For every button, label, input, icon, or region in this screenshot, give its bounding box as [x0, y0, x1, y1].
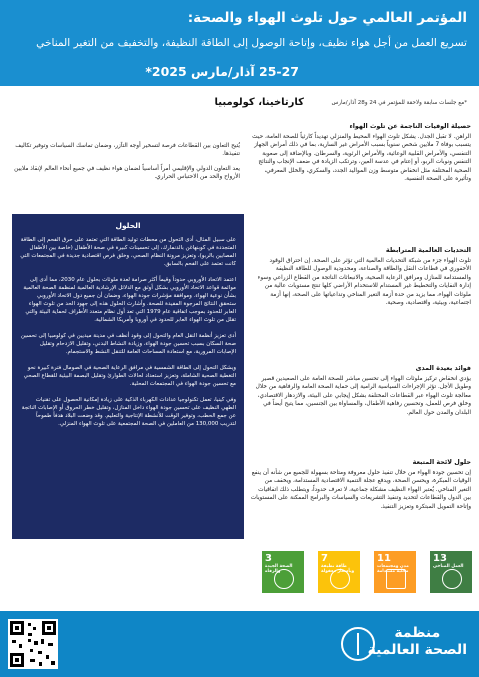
qr-code-pattern: [8, 619, 58, 669]
sdg-number: 11: [377, 553, 391, 564]
header-banner: [0, 0, 479, 86]
intro-paragraph: يعد التعاون الدولي والإقليمي أمراً أساسياً لضمان هواء نظيف في جميع أنحاء العالم لإنقاذ ملايين الأرواح والحد من الاحتباس الحراري.: [14, 165, 240, 181]
sdg-label: مدن ومجتمعات محلية مستدامة: [377, 564, 409, 574]
intro-paragraph: يُتيح التعاون بين القطاعات فرصة لتسخير أوجه التآزر، وضمان تماسك السياسات وتوفير تكاليف تنفيذها.: [15, 143, 240, 158]
eye-globe-icon: [442, 569, 462, 589]
sdg-number: 3: [265, 553, 272, 564]
sdg-icons: [262, 551, 472, 597]
city-buildings-icon: [386, 569, 406, 589]
section-heading: فوائد بعيدة المدى: [415, 364, 471, 372]
solutions-paragraph: على سبيل المثال، أدى التحول من محطات توليد الطاقة التي تعتمد على حرق الفحم إلى الطاقة المتجددة في كوبنهاغن بالدنمارك، إلى تحسينات كبيرة في صحة الأطفال (خاصة بين الأطفال المصابين بالربو)، وتعزيز مرونة النظام الصحي، وخلق فرص اقتصادية جديدة في المجتمعات التي كانت تعتمد على الفحم بالسابق.: [20, 237, 236, 267]
page-title: المؤتمر العالمي حول تلوث الهواء والصحة:: [187, 10, 467, 26]
conference-location: كارتاخينا، كولومبيا: [214, 97, 304, 108]
page-subtitle: تسريع العمل من أجل هواء نظيف، وإتاحة الوصول إلى الطاقة النظيفة، والتخفيف من التغير المناخي: [36, 37, 467, 49]
section-text: إن تحسين جودة الهواء من خلال تنفيذ حلول معروفة ومتاحة بسهولة للجميع من شأنه أن ينفع الوقيات المبكرة، ويحسن الصحة، ويدفع عجلة التنمية الاقتصادية المستدامة، ويخفف من التغير المناخي. يُعتبر الهواء النظيف مشكلة جماعية، لا تعرف حدوداً، ويتطلب ذلك اتفاقيات بين الدول والقطاعات لتحديد وتنفيذ التشريعات والسياسات والبرامج الممكنة على المستويات وإتاحة التمويل المبتكرة وتعزيز التنفيذ.: [250, 470, 471, 510]
section-solutions-text: [250, 458, 471, 511]
org-name-line1: منظمة: [394, 625, 441, 641]
solutions-paragraph: أدى تعزيز أنظمة النقل العام والتحول إلى وقود أنظف في مدينة ميديين في كولومبيا إلى تحسين صحة السكان بسبب تحسين جودة الهواء، وزيادة النشاط البدني، وتقليل الازدحام وتقليل الإصابات المرورية، مع استعادة المساحات العامة للتنقل النشط والاستجمام.: [20, 333, 236, 355]
section-challenges: [250, 246, 471, 307]
org-name-line2: الصحة العالمية: [367, 642, 467, 658]
sdg-icon: [430, 551, 472, 593]
conference-dates: 25-27 آذار/مارس 2025*: [145, 64, 299, 79]
section-heading: حلول لائحة المتبعة: [412, 458, 471, 466]
section-text: تلوث الهواء جزء من شبكة التحديات العالمية التي تؤثر على الصحة. إن احتراق الوقود الأحفوري في قطاعات النقل والطاقة والصناعة، ومحدودية الوصول للطاقة النظيفة والمستدامة للمنازل ومرافق الرعاية الصحية، والانبعاثات الناتجة من القطاع الزراعي وسوء إدارة النفايات والتخطيط غير المستدام للاستخدام الأراضي كلها تنتج مستويات عالية من ملوثات الهواء، مما يزيد من حدة أزمة التغير المناخي وتداعياتها على الصحة، إنها أزمة اجتماعية، وبيئية، واقتصادية، وصحية.: [257, 258, 471, 307]
sun-power-icon: [330, 569, 350, 589]
section-deaths: [250, 122, 471, 183]
sdg-number: 13: [433, 553, 447, 564]
solutions-box: [12, 214, 244, 539]
sdg-label: طاقة نظيفة وبأسعار معقولة: [321, 564, 355, 574]
section-benefits: [250, 364, 471, 417]
solutions-paragraph: وفي كينيا، تعمل تكنولوجيا عدادات الكهرباء الذكية على زيادة إمكانية الحصول على تقنيات الطهي النظيف على تحسين جودة الهواء داخل المنازل، وتقليل خطر الحروق أو الإصابات الناتجة عن جمع الحطب، وتوفير الوقت للأنشطة الإنتاجية والتعليم. وقد وضعت البلاد هدفاً طموحاً لتدريب 130,000 من العاملين في الصحة المجتمعية على تلوث الهواء المنزلي.: [21, 397, 236, 427]
sdg-icon: [262, 551, 304, 593]
section-text: الراهن. لا تقبل الجدل. يشكل تلوث الهواء المحيط والمنزلي تهديداً كارثياً للصحة العامة، حيث يتسبب بوفاة 7 ملايين شخص سنوياً بسبب الأمراض غير السارية، بما في ذلك أمراض الجهاز التنفسي، والأمراض القلبية الوعائية، والأمراض الرئوية، والسرطان. وبالإضافة إلى صعوبة التنفس ونوبات الربو، أو إعتام في عدسة العين، وترتكب الزيادة في ضعف الإنجاب والنتائج الصحية المختلفة مثل انخفاض متوسط وزن المواليد الجدد، والسكري، والخلل المعرفي، وتأثيره على الصحة النفسية.: [252, 134, 471, 183]
solutions-paragraph: اعتمد الاتحاد الأوروبي حدوداً وقيماً أكثر صرامة لعدة ملوثات بحلول عام 2030، مما أدى إلى موائمة قواعد الاتحاد الأوروبي بشكل أوثق مع الدلائل الإرشادية العالمية لمنظمة الصحة العالمية بشأن نوعية الهواء. وموافقة مؤشرات جودة الهواء، وضمان أن جميع دول الاتحاد الأوروبي ستحقق النتائج المرجوة المفيدة للصحة. وأشارت الحلول هذه إلى جهود الحد من تلوث الهواء العابر للحدود بموجب اتفاقية عام 1979 التي تعد أول نظام متعدد الأطراف لحماية البيئة والتي تقلل من تلوث الهواء العابر للحدود في أوروبا وأمريكا الشمالية.: [23, 277, 236, 323]
sdg-icon: [318, 551, 360, 593]
qr-code[interactable]: [8, 619, 58, 669]
section-heading: التحديات العالمية المترابطة: [385, 246, 471, 254]
sdg-label: العمل المناخي: [433, 564, 464, 569]
solutions-title: الحلول: [115, 221, 141, 230]
sdg-icon: [374, 551, 416, 593]
intro-paragraphs: [12, 142, 240, 182]
sdg-number: 7: [321, 553, 328, 564]
section-heading: حصيلة الوفيات الناجمة عن تلوث الهواء: [349, 122, 471, 130]
sessions-note: *مع جلسات سابقة ولاحقة للمؤتمر في 24 و28 آذار/مارس: [331, 100, 467, 106]
footer: [0, 611, 479, 677]
solutions-paragraph: ويشكل التحول إلى الطاقة الشمسية في مرافق الرعاية الصحية في الصومال فترة كبيرة نحو التغطية الصحية الشاملة، وتعزيز استعداد لحالات الطوارئ وتقليل البصمة البيئية للقطاع الصحي مع تحسين جودة الهواء في المجتمعات المحلية.: [23, 365, 236, 387]
section-text: يؤدي انخفاض تركيز ملوثات الهواء إلى تحسين مباشر للصحة العامة على الصعيدين قصير وطويل الأجل. تؤثر الإجراءات السياسية الرامية إلى حماية الصحة العامة والرفاهية من خلال معالجة تلوث الهواء عبر القطاعات المختلفة بشكل إيجابي على البيئة، والازدهار الاقتصادي، وخلق فرص للعمل، وتحسين رفاهية الأطفال، والمساواة بين الجنسين، مما يتيح أيضاً في البلدان والمدن حول العالم.: [255, 376, 471, 416]
sdg-label: الصحة الجيدة والرفاه: [265, 564, 293, 574]
who-logo-text: [368, 625, 467, 659]
heartbeat-icon: [274, 569, 294, 589]
